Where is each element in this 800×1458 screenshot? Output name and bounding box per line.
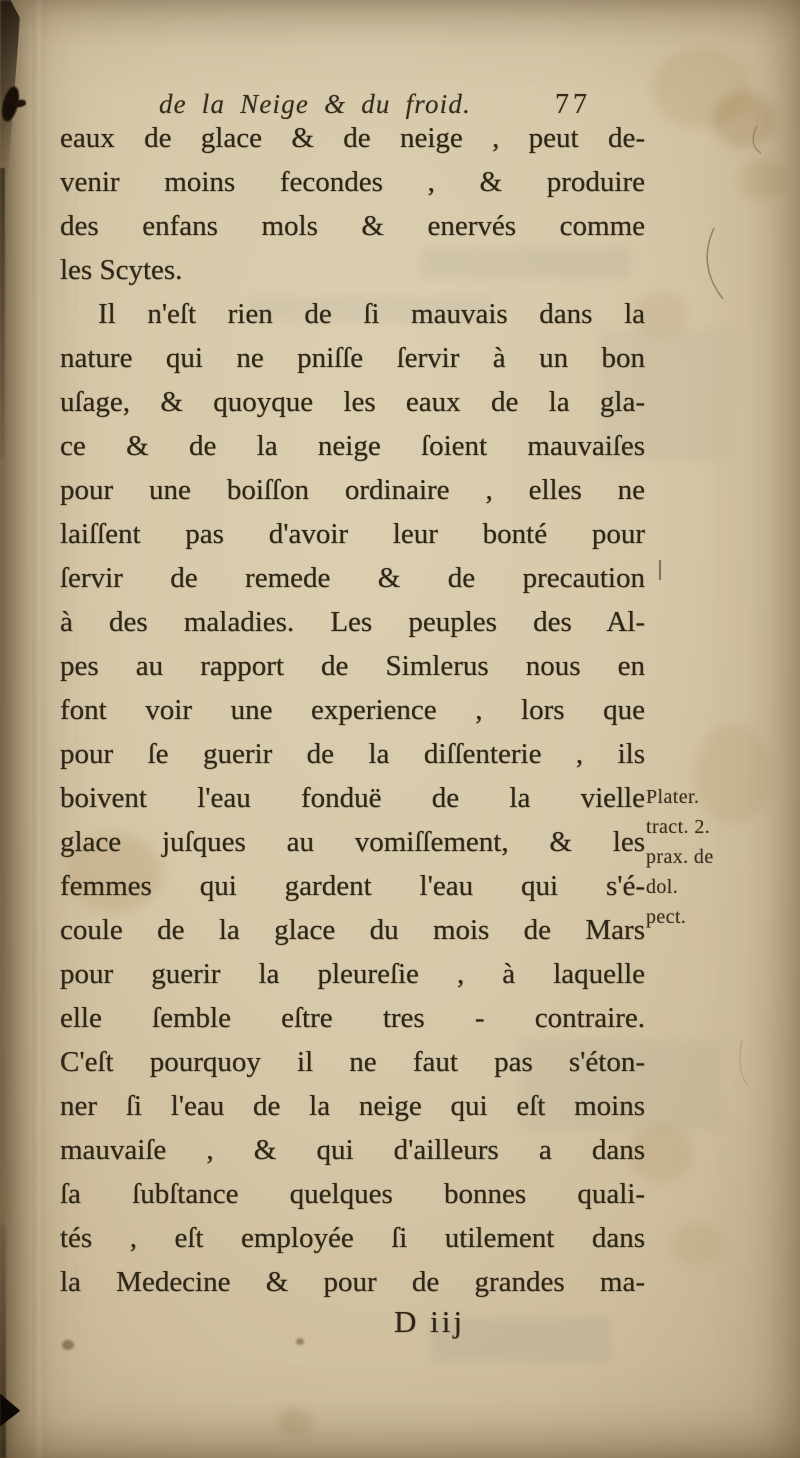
text-line: tés , eſt employée ſi utilement dans bbox=[60, 1222, 645, 1254]
text-line: ſervir de remede & de precaution bbox=[60, 562, 645, 594]
text-line: mauvaiſe , & qui d'ailleurs a dans bbox=[60, 1134, 645, 1166]
margin-note-line: dol. bbox=[646, 876, 679, 898]
margin-citation-note bbox=[646, 782, 791, 932]
text-line: pour une boiſſon ordinaire , elles ne bbox=[60, 474, 645, 506]
text-line: nature qui ne pniſſe ſervir à un bon bbox=[60, 342, 645, 374]
margin-note-line: pect. bbox=[646, 906, 687, 928]
text-line: C'eſt pourquoy il ne faut pas s'éton- bbox=[60, 1046, 645, 1078]
text-line: elle ſemble eſtre tres - contraire. bbox=[60, 1002, 645, 1034]
text-line: laiſſent pas d'avoir leur bonté pour bbox=[60, 518, 645, 550]
text-line: pour guerir la pleureſie , à laquelle bbox=[60, 958, 645, 990]
text-line: glace juſques au vomiſſement, & les bbox=[60, 826, 645, 858]
text-line: ner ſi l'eau de la neige qui eſt moins bbox=[60, 1090, 645, 1122]
text-line: des enfans mols & enervés comme bbox=[60, 210, 645, 242]
text-line: venir moins fecondes , & produire bbox=[60, 166, 645, 198]
margin-note-line: prax. de bbox=[646, 846, 714, 868]
margin-note-line: Plater. bbox=[646, 786, 700, 808]
page-number: 77 bbox=[555, 89, 591, 120]
main-text-block bbox=[60, 116, 645, 1304]
margin-note-line: tract. 2. bbox=[646, 816, 711, 838]
text-line: pour ſe guerir de la diſſenterie , ils bbox=[60, 738, 645, 770]
header-title: de la Neige & du froid. bbox=[158, 89, 472, 119]
text-line: à des maladies. Les peuples des Al- bbox=[60, 606, 645, 638]
text-line: ce & de la neige ſoient mauvaiſes bbox=[60, 430, 645, 462]
text-line: boivent l'eau fonduë de la vielle bbox=[60, 782, 645, 814]
text-line: coule de la glace du mois de Mars bbox=[60, 914, 645, 946]
text-line: la Medecine & pour de grandes ma- bbox=[60, 1266, 645, 1298]
signature-mark: D iij bbox=[394, 1304, 465, 1339]
text-line: font voir une experience , lors que bbox=[60, 694, 645, 726]
text-line: les Scytes. bbox=[60, 254, 183, 286]
text-line: femmes qui gardent l'eau qui s'é- bbox=[60, 870, 645, 902]
text-line: Il n'eſt rien de ſi mauvais dans la bbox=[98, 298, 645, 330]
text-line: pes au rapport de Simlerus nous en bbox=[60, 650, 645, 682]
text-line: ſa ſubſtance quelques bonnes quali- bbox=[60, 1178, 645, 1210]
text-line: uſage, & quoyque les eaux de la gla- bbox=[60, 386, 645, 418]
text-line: eaux de glace & de neige , peut de- bbox=[60, 122, 645, 154]
